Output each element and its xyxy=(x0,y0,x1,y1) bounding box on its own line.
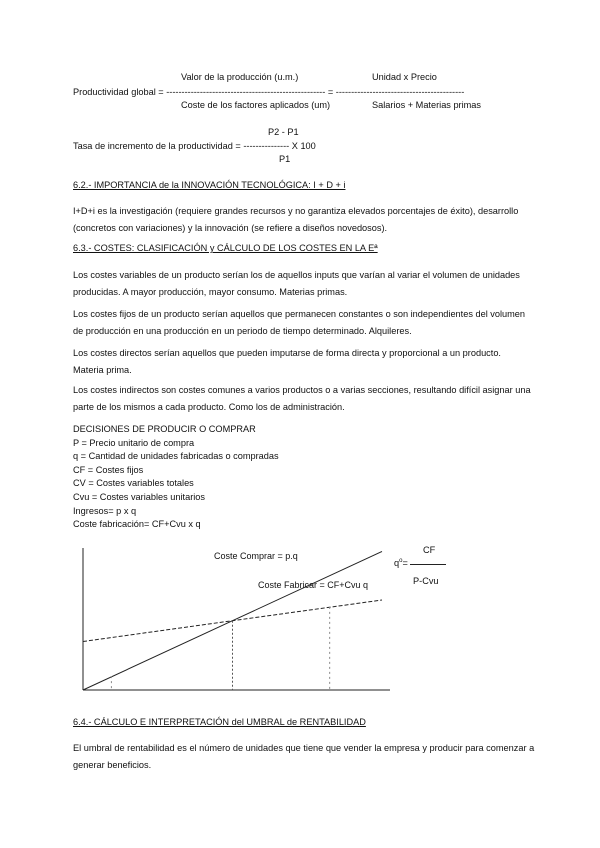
break-even-chart xyxy=(60,540,403,700)
section-6-2-title: 6.2.- IMPORTANCIA de la INNOVACIÓN TECNOLÓGICA: I + D + i xyxy=(73,180,346,190)
decisiones-block xyxy=(73,423,279,532)
decisiones-item: CV = Costes variables totales xyxy=(73,478,194,489)
tasa-label: Tasa de incremento de la productividad = --------------- X 100 xyxy=(73,141,316,151)
paragraph-costes-variables: Los costes variables de un producto serían los de aquellos inputs que varían al variar el volumen de unidades producidas. A mayor producción, mayor consumo. Materias primas. xyxy=(73,270,520,297)
decisiones-item: q = Cantidad de unidades fabricadas o compradas xyxy=(73,451,279,462)
q0-denominator: P-Cvu xyxy=(413,576,439,586)
legend-fabricar-label: Coste Fabricar = CF+Cvu q xyxy=(258,580,369,590)
legend-comprar-label: Coste Comprar = p.q xyxy=(214,551,298,561)
q0-fraction-bar xyxy=(410,564,446,565)
decisiones-item: CF = Costes fijos xyxy=(73,464,144,475)
section-6-4-title: 6.4.- CÁLCULO E INTERPRETACIÓN del UMBRAL de RENTABILIDAD xyxy=(73,717,366,727)
decisiones-item: Ingresos= p x q xyxy=(73,505,137,516)
section-6-3-title: 6.3.- COSTES: CLASIFICACIÓN y CÁLCULO DE LOS COSTES EN LA Eª xyxy=(73,243,378,253)
productividad-denominator-left: Coste de los factores aplicados (um) xyxy=(181,100,331,110)
productividad-numerator-right: Unidad x Precio xyxy=(372,72,437,82)
decisiones-title: DECISIONES DE PRODUCIR O COMPRAR xyxy=(73,424,256,434)
section-6-4-text: El umbral de rentabilidad es el número de unidades que tiene que vender la empresa y producir para comenzar a generar beneficios. xyxy=(73,743,535,770)
q0-numerator: CF xyxy=(423,545,436,555)
decisiones-item: P = Precio unitario de compra xyxy=(73,437,195,448)
tasa-numerator: P2 - P1 xyxy=(268,127,299,137)
paragraph-costes-directos: Los costes directos serían aquellos que pueden imputarse de forma directa y proporcional a un producto. Materia prima. xyxy=(73,348,501,375)
q0-equals: = xyxy=(402,558,408,569)
paragraph-costes-indirectos: Los costes indirectos son costes comunes a varios productos o a varias secciones, resultando difícil asignar una parte de los mismos a cada producto. Como los de administración. xyxy=(73,385,531,412)
decisiones-item: Cvu = Costes variables unitarios xyxy=(73,491,206,502)
productividad-denominator-right: Salarios + Materias primas xyxy=(372,100,482,110)
paragraph-costes-fijos: Los costes fijos de un producto serían aquellos que permanecen constantes o son independientes del volumen de producción en una producción en un periodo de tiempo determinado. Alquileres. xyxy=(73,309,526,336)
q0-variable: q xyxy=(394,558,400,569)
decisiones-item: Coste fabricación= CF+Cvu x q xyxy=(73,519,201,530)
productividad-label: Productividad global = ---------------------------------------------------- = ------------------------------------------ xyxy=(73,87,465,97)
tasa-denominator: P1 xyxy=(279,154,291,164)
q0-superscript: o xyxy=(399,558,403,564)
q0-lhs xyxy=(394,558,408,568)
productividad-numerator-left: Valor de la producción (u.m.) xyxy=(181,72,299,82)
section-6-2-text: I+D+i es la investigación (requiere grandes recursos y no garantiza elevados porcentajes de éxito), desarrollo (concretos con variaciones) y la innovación (se refiere a diseños novedosos). xyxy=(73,206,519,233)
